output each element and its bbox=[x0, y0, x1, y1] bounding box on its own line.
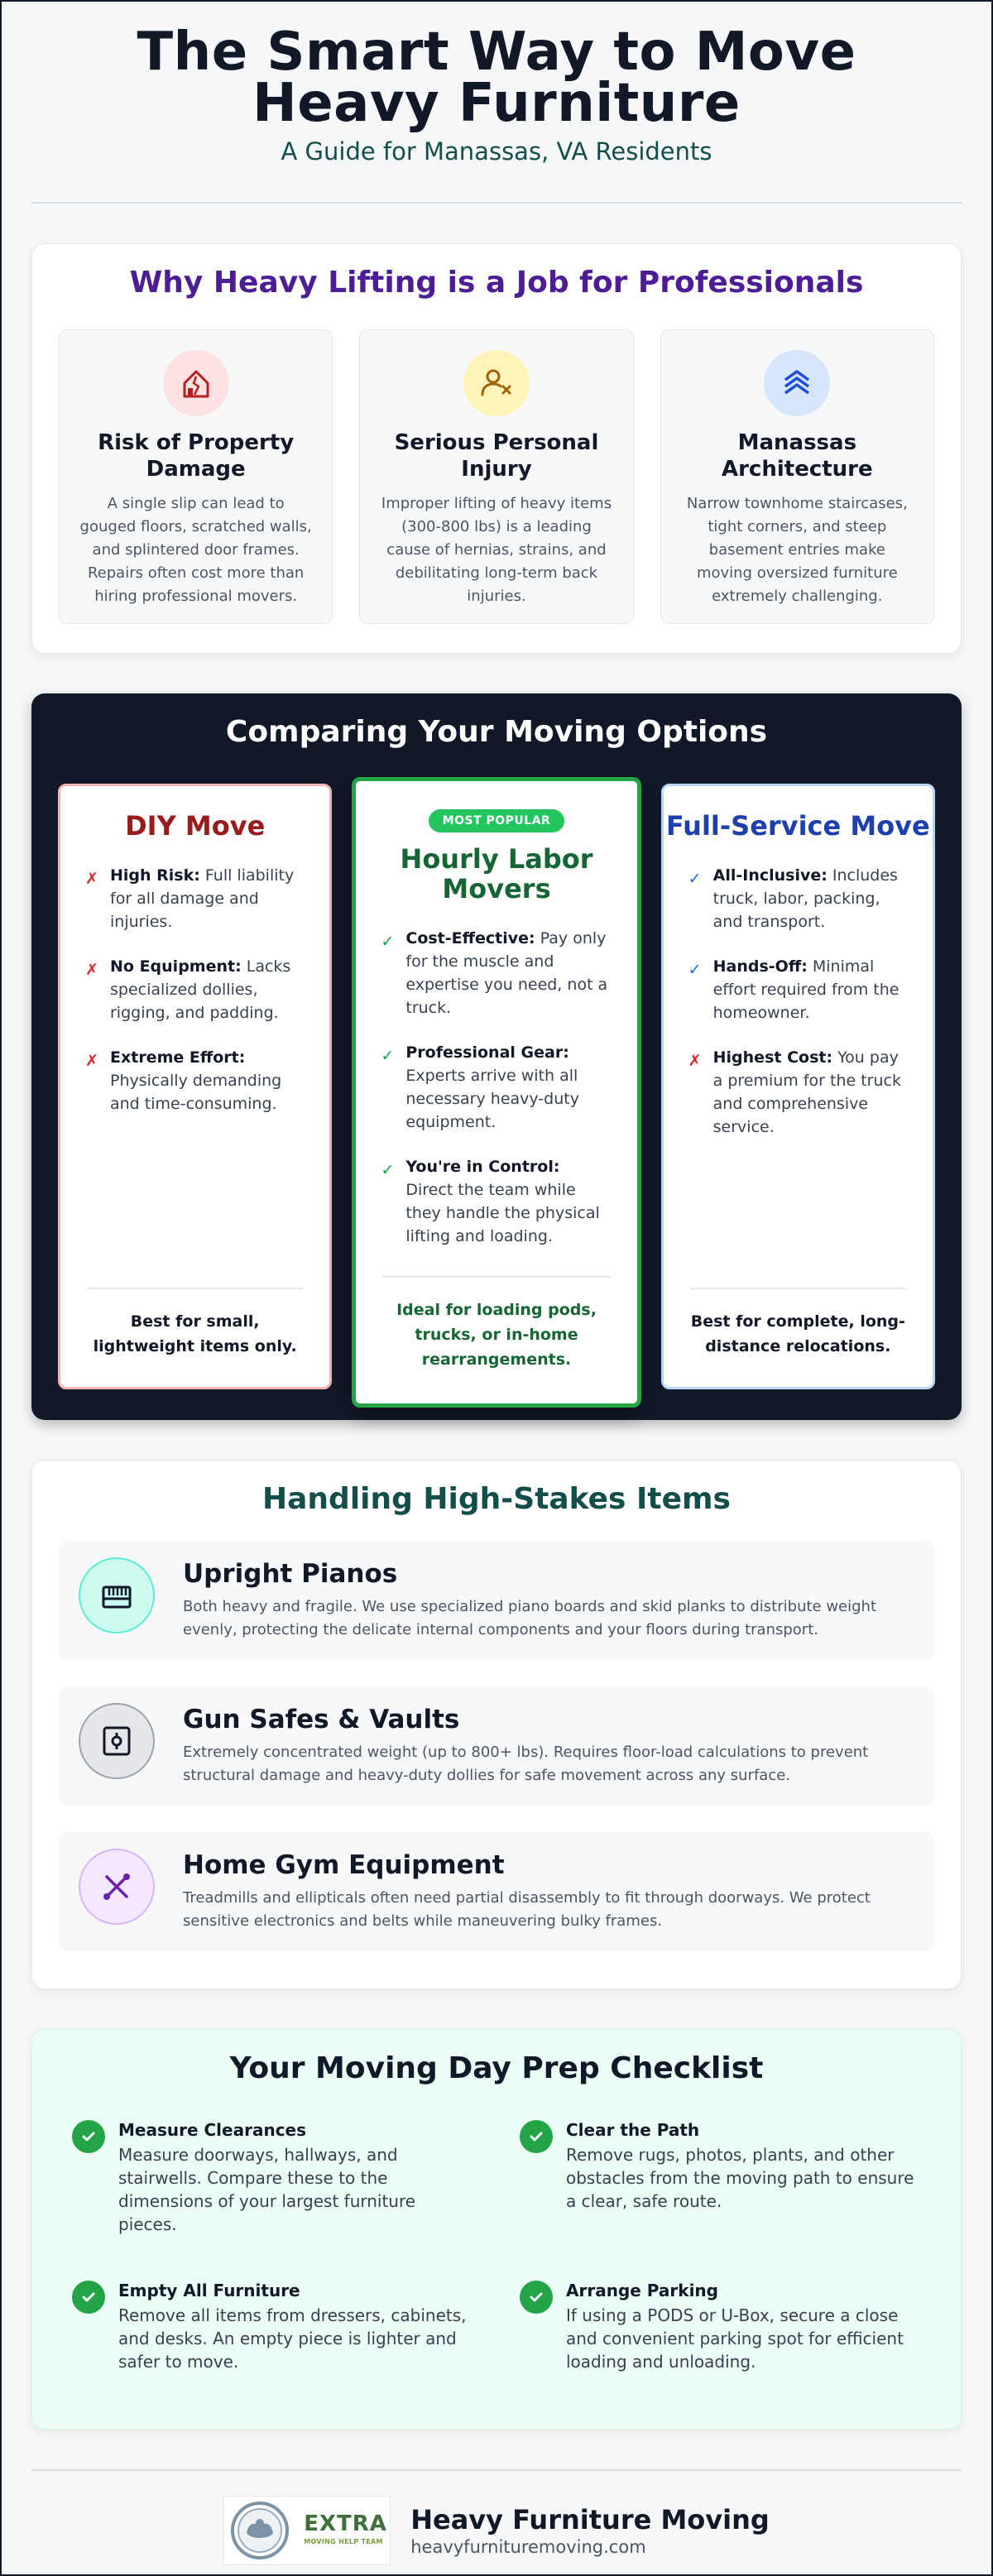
high-stakes-items-section bbox=[31, 1460, 962, 1989]
tile-title: Serious Personal Injury bbox=[394, 430, 599, 482]
option-card-diy bbox=[58, 784, 332, 1389]
checklist-item-text: Measure doorways, hallways, and stairwells. Compare these to the dimensions of your largest furniture pieces. bbox=[118, 2145, 416, 2234]
page-title: The Smart Way to Move Heavy Furniture bbox=[137, 22, 856, 134]
check-icon: ✓ bbox=[381, 933, 395, 951]
tile-property-damage bbox=[59, 329, 333, 624]
company-logo[interactable] bbox=[223, 2496, 391, 2565]
check-circle-icon bbox=[72, 2281, 105, 2314]
cross-icon: ✗ bbox=[85, 961, 98, 979]
page-subtitle: A Guide for Manassas, VA Residents bbox=[281, 137, 712, 165]
checklist-item-title: Arrange Parking bbox=[566, 2281, 718, 2300]
why-section-title: Why Heavy Lifting is a Job for Professionals bbox=[129, 266, 864, 300]
check-icon: ✓ bbox=[688, 961, 702, 979]
tile-text: Improper lifting of heavy items (300-800 lbs) is a leading cause of hernias, strains, and debilitating long-term back injuries. bbox=[381, 495, 612, 605]
cross-icon: ✗ bbox=[85, 870, 98, 888]
tile-title: Risk of Property Damage bbox=[98, 430, 295, 482]
option-title: Hourly Labor Movers bbox=[400, 843, 593, 904]
option-title: DIY Move bbox=[125, 810, 266, 842]
item-text: Both heavy and fragile. We use specialized piano boards and skid planks to distribute weight evenly, protecting the delicate internal components and your floors during transport. bbox=[183, 1598, 877, 1638]
option-point: ✓ Professional Gear: Experts arrive with all necessary heavy-duty equipment. bbox=[381, 1041, 610, 1134]
option-point: ✓ You're in Control: Direct the team while they handle the physical lifting and loading. bbox=[381, 1155, 610, 1248]
logo-text: EXTRA bbox=[304, 2511, 387, 2536]
checklist-item bbox=[72, 2120, 473, 2236]
checklist-item-title: Measure Clearances bbox=[118, 2120, 307, 2140]
check-icon: ✓ bbox=[381, 1161, 395, 1179]
page-header bbox=[2, 2, 991, 165]
list-item-safes bbox=[59, 1686, 934, 1806]
tile-personal-injury bbox=[359, 329, 633, 624]
footer-divider bbox=[31, 2469, 962, 2471]
checklist-item bbox=[520, 2281, 921, 2373]
checklist-item bbox=[72, 2281, 473, 2373]
tile-manassas-architecture bbox=[660, 329, 934, 624]
tile-title: Manassas Architecture bbox=[721, 430, 873, 482]
checklist-item bbox=[520, 2120, 921, 2236]
house-damage-icon bbox=[163, 350, 229, 416]
checklist-item-text: Remove rugs, photos, plants, and other obstacles from the moving path to ensure a clear, safe route. bbox=[566, 2145, 914, 2211]
why-professionals-section bbox=[31, 243, 962, 654]
check-circle-icon bbox=[72, 2120, 105, 2153]
item-title: Gun Safes & Vaults bbox=[183, 1705, 460, 1734]
checklist-title: Your Moving Day Prep Checklist bbox=[229, 2051, 764, 2085]
check-circle-icon bbox=[520, 2281, 553, 2314]
checklist-item-text: Remove all items from dressers, cabinets, and desks. An empty piece is lighter and safer to move. bbox=[118, 2305, 467, 2372]
option-point: ✗ Highest Cost: You pay a premium for the truck and comprehensive service. bbox=[688, 1046, 906, 1139]
comparison-section bbox=[31, 693, 962, 1420]
item-title: Upright Pianos bbox=[183, 1559, 398, 1589]
option-card-hourly bbox=[352, 777, 640, 1408]
check-circle-icon bbox=[520, 2120, 553, 2153]
option-footer: Ideal for loading pods, trucks, or in-home rearrangements. bbox=[382, 1276, 610, 1372]
logo-subtext: MOVING HELP TEAM bbox=[304, 2538, 383, 2545]
checklist-item-text: If using a PODS or U-Box, secure a close and convenient parking spot for efficient loading and unloading. bbox=[566, 2305, 904, 2372]
footer-brand bbox=[410, 2504, 770, 2557]
cross-icon: ✗ bbox=[688, 1052, 702, 1070]
option-point: ✗ No Equipment: Lacks specialized dollies, rigging, and padding. bbox=[85, 955, 303, 1024]
cross-icon: ✗ bbox=[85, 1052, 98, 1070]
option-point: ✗ Extreme Effort: Physically demanding and time-consuming. bbox=[85, 1046, 303, 1115]
option-footer: Best for small, lightweight items only. bbox=[87, 1288, 303, 1359]
check-icon: ✓ bbox=[688, 870, 702, 888]
option-point: ✓ Cost-Effective: Pay only for the muscle and expertise you need, not a truck. bbox=[381, 927, 610, 1019]
prep-checklist-section bbox=[31, 2029, 962, 2430]
checklist-item-title: Clear the Path bbox=[566, 2120, 700, 2140]
option-point: ✓ All-Inclusive: Includes truck, labor, packing, and transport. bbox=[688, 864, 906, 933]
tile-text: A single slip can lead to gouged floors, scratched walls, and splintered door frames. Repairs often cost more than hiring professional movers. bbox=[79, 495, 312, 605]
items-section-title: Handling High-Stakes Items bbox=[262, 1482, 731, 1516]
stairs-architecture-icon bbox=[764, 350, 830, 416]
list-item-pianos bbox=[59, 1541, 934, 1660]
option-footer: Best for complete, long-distance relocations. bbox=[690, 1288, 906, 1359]
check-icon: ✓ bbox=[381, 1047, 395, 1065]
piano-icon bbox=[79, 1557, 155, 1633]
tile-text: Narrow townhome staircases, tight corners, and steep basement entries make moving oversized furniture extremely challenging. bbox=[686, 495, 908, 605]
option-point: ✗ High Risk: Full liability for all damage and injuries. bbox=[85, 864, 303, 933]
item-text: Extremely concentrated weight (up to 800+ lbs). Requires floor-load calculations to prevent structural damage and heavy-duty dollies for safe movement across any surface. bbox=[183, 1744, 869, 1784]
brand-url[interactable]: heavyfurnituremoving.com bbox=[410, 2537, 646, 2557]
option-title: Full-Service Move bbox=[665, 810, 930, 842]
checklist-item-title: Empty All Furniture bbox=[118, 2281, 300, 2300]
list-item-gym-equipment bbox=[59, 1832, 934, 1951]
site-footer bbox=[2, 2496, 991, 2565]
person-injury-icon bbox=[463, 350, 530, 416]
item-text: Treadmills and ellipticals often need partial disassembly to fit through doorways. We protect sensitive electronics and belts while maneuvering bulky frames. bbox=[183, 1889, 871, 1930]
header-divider bbox=[31, 202, 962, 204]
option-point: ✓ Hands-Off: Minimal effort required from the homeowner. bbox=[688, 955, 906, 1024]
option-card-full-service bbox=[661, 784, 935, 1389]
comparison-title: Comparing Your Moving Options bbox=[225, 715, 768, 749]
brand-name: Heavy Furniture Moving bbox=[410, 2504, 770, 2535]
most-popular-badge: MOST POPULAR bbox=[429, 809, 564, 832]
item-title: Home Gym Equipment bbox=[183, 1850, 505, 1880]
gym-equipment-icon bbox=[79, 1849, 155, 1925]
safe-icon bbox=[79, 1703, 155, 1779]
